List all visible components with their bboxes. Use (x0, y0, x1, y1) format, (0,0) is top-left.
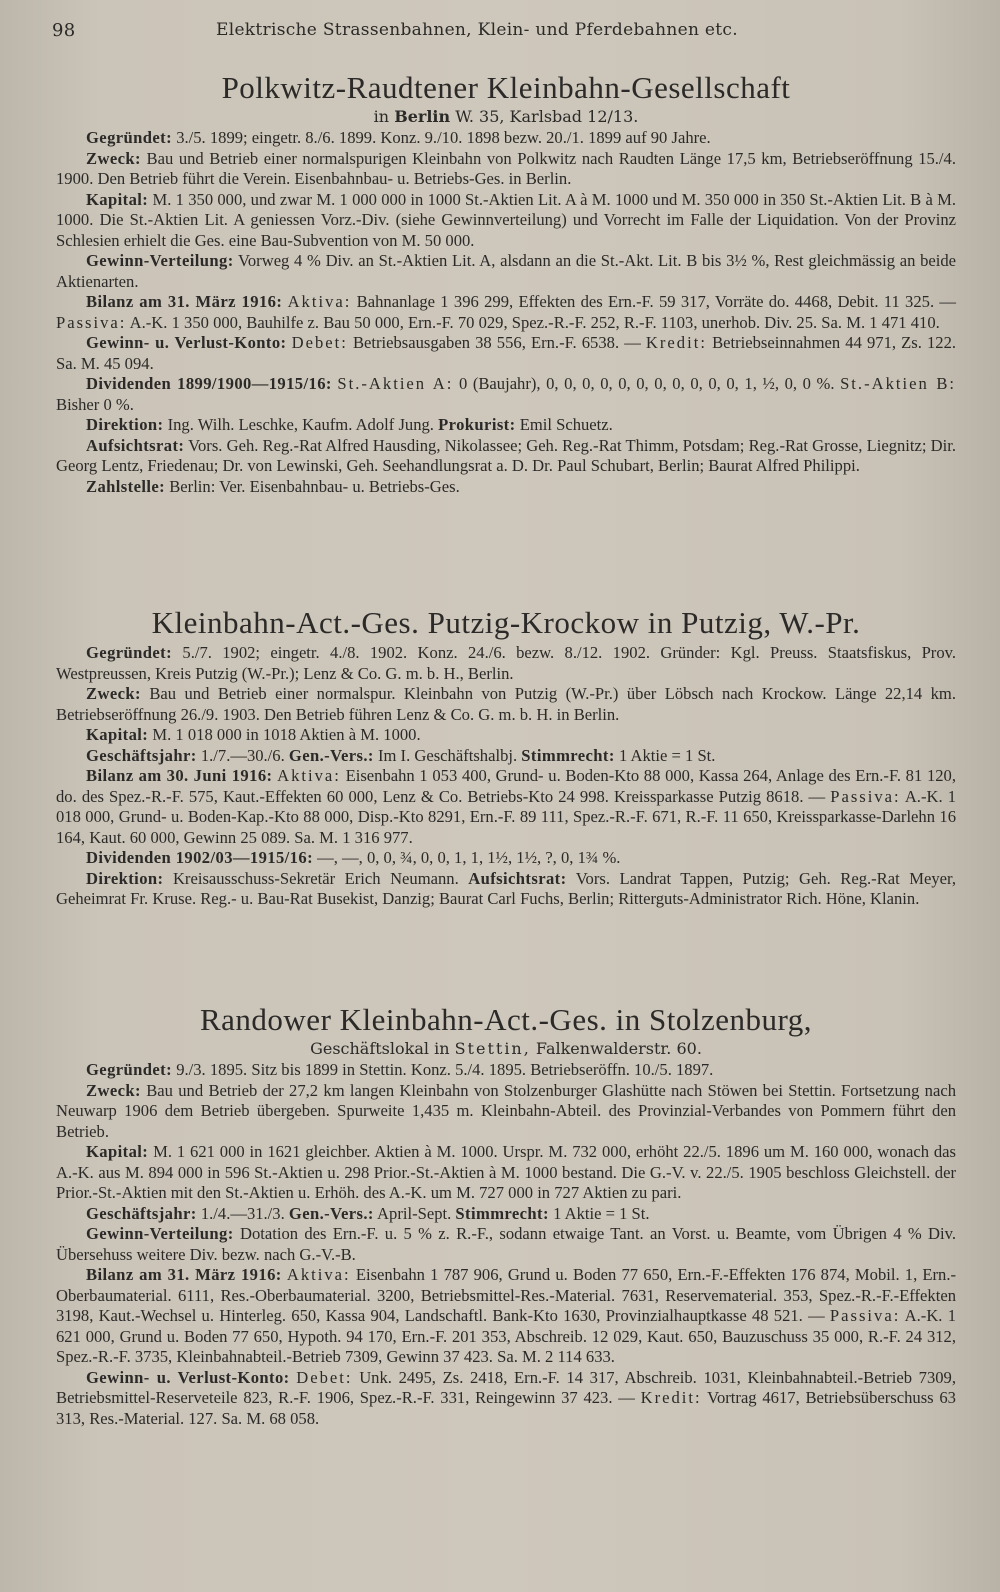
fiscal-year-paragraph: Geschäftsjahr: 1./7.—30./6. Gen.-Vers.: Im I. Geschäftshalbj. Stimmrecht: 1 Aktie = 1 St. (86, 745, 716, 765)
page-number: 98 (52, 20, 76, 41)
entry-putzig-krockow (56, 605, 956, 910)
entry-body (56, 128, 956, 497)
profit-distribution-paragraph: Gewinn-Verteilung: Vorweg 4 % Div. an St.-Aktien Lit. A, alsdann an die St.-Akt. Lit. B bis 3½ %, Rest gleichmässig an beide Aktienarten. (56, 251, 956, 291)
founded-paragraph: Gegründet: 9./3. 1895. Sitz bis 1899 in Stettin. Konz. 5./4. 1895. Betriebseröffn. 10./5. 1897. (86, 1060, 714, 1079)
entry-randower-kleinbahn (56, 1002, 956, 1429)
supervisory-board-paragraph: Aufsichtsrat: Vors. Geh. Reg.-Rat Alfred Hausding, Nikolassee; Geh. Reg.-Rat Thimm, Potsdam; Reg.-Rat Grosse, Liegnitz; Dir. Georg Lentz, Friedenau; Dr. von Lewinski, Geh. Seehandlungsrat a. D. Dr. Paul Schubart, Berlin; Baurat Alfred Philippi. (56, 435, 956, 475)
balance-paragraph: Bilanz am 31. März 1916: Aktiva: Eisenbahn 1 787 906, Grund u. Boden 77 650, Ern.-F.-Effekten 176 874, Mobil. 1, Ern.-Oberbaumaterial. 6111, Res.-Oberbaumaterial. 3200, Betriebsmittel-Res.-Material. 7631, Reservematerial. 353, Spez.-R.-F.-Effekten 3198, Kaut.-Wechsel u. Hinterleg. 650, Kassa 904, Landschaftl. Bank-Kto 1630, Provinzialhauptkasse 48 521. — Passiva: A.-K. 1 621 000, Grund u. Boden 77 650, Hypoth. 94 170, Ern.-F. 201 353, Abschreib. 12 029, Kaut. 650, Bauzuschuss 35 000, R.-F. 24 312, Spez.-R.-F. 3735, Kleinbahnabteil.-Betrieb 7309, Gewinn 37 423. Sa. M. 2 114 633. (56, 1265, 957, 1366)
management-paragraph: Direktion: Ing. Wilh. Leschke, Kaufm. Adolf Jung. Prokurist: Emil Schuetz. (86, 415, 613, 434)
purpose-paragraph: Zweck: Bau und Betrieb einer normalspurigen Kleinbahn von Polkwitz nach Raudten Länge 17,5 km, Betriebseröffnung 15./4. 1900. Den Betrieb führt die Verein. Eisenbahnbau- u. Betriebs-Ges. in Berlin. (56, 148, 956, 188)
founded-paragraph: Gegründet: 3./5. 1899; eingetr. 8./6. 1899. Konz. 9./10. 1898 bezw. 20./1. 1899 auf 90 Jahre. (86, 128, 711, 147)
profit-distribution-paragraph: Gewinn-Verteilung: Dotation des Ern.-F. u. 5 % z. R.-F., sodann etwaige Tant. an Vorst. u. Beamte, vom Übrigen 4 % Div. Übersehuss weitere Div. bezw. nach G.-V.-B. (56, 1224, 957, 1264)
page-header (52, 20, 940, 46)
entry-polkwitz-raudtener (56, 70, 956, 497)
entry-body (56, 643, 956, 910)
running-title: Elektrische Strassenbahnen, Klein- und Pferdebahnen etc. (216, 20, 738, 40)
entry-title: Kleinbahn-Act.-Ges. Putzig-Krockow in Putzig, W.-Pr. (151, 605, 861, 640)
fiscal-year-paragraph: Geschäftsjahr: 1./4.—31./3. Gen.-Vers.: April-Sept. Stimmrecht: 1 Aktie = 1 St. (86, 1203, 650, 1223)
entry-address: Geschäftslokal in Stettin, Falkenwalderstr. 60. (310, 1039, 702, 1058)
dividends-paragraph: Dividenden 1902/03—1915/16: —, —, 0, 0, ¾, 0, 0, 1, 1, 1½, 1½, ?, 0, 1¾ %. (86, 848, 621, 867)
capital-paragraph: Kapital: M. 1 621 000 in 1621 gleichber. Aktien à M. 1000. Urspr. M. 732 000, erhöht 22./5. 1896 um M. 160 000, wonach das A.-K. aus M. 894 000 in 596 St.-Aktien u. 298 Prior.-St.-Aktien à M. 1000 bestand. Die G.-V. v. 22./5. 1905 beschloss Gleichstell. der Prior.-St.-Aktien mit den St.-Aktien u. Erhöh. des A.-K. um M. 727 000 in 727 Aktien zu pari. (56, 1142, 956, 1202)
entry-address: in Berlin W. 35, Karlsbad 12/13. (373, 107, 639, 126)
paying-agent-paragraph: Zahlstelle: Berlin: Ver. Eisenbahnbau- u. Betriebs-Ges. (86, 476, 460, 496)
balance-paragraph: Bilanz am 30. Juni 1916: Aktiva: Eisenbahn 1 053 400, Grund- u. Boden-Kto 88 000, Kassa 264, Anlage des Ern.-F. 81 120, do. des Spez.-R.-F. 575, Kaut.-Effekten 60 000, Lenz & Co. Betriebs-Kto 24 998. Kreissparkasse Putzig 8618. — Passiva: A.-K. 1 018 000, Grund- u. Boden-Kap.-Kto 88 000, Disp.-Kto 8291, Ern.-F. 89 111, Spez.-R.-F. 671, R.-F. 11 650, Kreissparkasse-Darlehn 16 164, Kaut. 60 000, Gewinn 25 089. Sa. M. 1 316 977. (56, 766, 956, 847)
entry-title: Polkwitz-Raudtener Kleinbahn-Gesellschaft (221, 70, 791, 105)
founded-paragraph: Gegründet: 5./7. 1902; eingetr. 4./8. 1902. Konz. 24./6. bezw. 8./12. 1902. Gründer: Kgl. Preuss. Staatsfiskus, Prov. Westpreussen, Kreis Putzig (W.-Pr.); Lenz & Co. G. m. b. H., Berlin. (56, 643, 956, 683)
profit-loss-paragraph: Gewinn- u. Verlust-Konto: Debet: Betriebsausgaben 38 556, Ern.-F. 6538. — Kredit: Betriebseinnahmen 44 971, Zs. 122. Sa. M. 45 094. (56, 333, 957, 373)
capital-paragraph: Kapital: M. 1 018 000 in 1018 Aktien à M. 1000. (86, 725, 421, 744)
entry-title: Randower Kleinbahn-Act.-Ges. in Stolzenburg, (199, 1002, 812, 1037)
balance-paragraph: Bilanz am 31. März 1916: Aktiva: Bahnanlage 1 396 299, Effekten des Ern.-F. 59 317, Vorräte do. 4468, Debit. 11 325. — Passiva: A.-K. 1 350 000, Bauhilfe z. Bau 50 000, Ern.-F. 70 029, Spez.-R.-F. 252, R.-F. 1103, unerhob. Div. 25. Sa. M. 1 471 410. (56, 292, 956, 332)
purpose-paragraph: Zweck: Bau und Betrieb der 27,2 km langen Kleinbahn von Stolzenburger Glashütte nach Stöwen bei Stettin. Fortsetzung nach Neuwarp 1906 dem Betrieb übergeben. Spurweite 1,435 m. Kleinbahn-Abteil. des Provinzial-Verbandes von Pommern führt den Betrieb. (56, 1080, 956, 1141)
profit-loss-paragraph: Gewinn- u. Verlust-Konto: Debet: Unk. 2495, Zs. 2418, Ern.-F. 14 317, Abschreib. 1031, Kleinbahnabteil.-Betrieb 7309, Betriebsmittel-Reserveteile 823, R.-F. 1906, Spez.-R.-F. 331, Reingewinn 37 423. — Kredit: Vortrag 4617, Betriebsüberschuss 63 313, Res.-Material. 127. Sa. M. 68 058. (56, 1367, 956, 1428)
entry-body (56, 1060, 956, 1429)
management-paragraph: Direktion: Kreisausschuss-Sekretär Erich Neumann. Aufsichtsrat: Vors. Landrat Tappen, Putzig; Geh. Reg.-Rat Meyer, Geheimrat Fr. Kruse. Reg.- u. Bau-Rat Busekist, Danzig; Baurat Carl Fuchs, Berlin; Ritterguts-Administrator Rich. Höne, Klanin. (56, 868, 957, 908)
purpose-paragraph: Zweck: Bau und Betrieb einer normalspur. Kleinbahn von Putzig (W.-Pr.) über Löbsch nach Krockow. Länge 22,14 km. Betriebseröffnung 26./9. 1903. Den Betrieb führen Lenz & Co. G. m. b. H. in Berlin. (56, 684, 956, 724)
capital-paragraph: Kapital: M. 1 350 000, und zwar M. 1 000 000 in 1000 St.-Aktien Lit. A à M. 1000 und M. 350 000 in 350 St.-Aktien Lit. B à M. 1000. Die St.-Aktien Lit. A geniessen Vorz.-Div. (siehe Gewinnverteilung) und Vorrecht im Falle der Liquidation. Von der Provinz Schlesien erhielt die Ges. eine Bau-Subvention von M. 50 000. (56, 189, 957, 250)
dividends-paragraph: Dividenden 1899/1900—1915/16: St.-Aktien A: 0 (Baujahr), 0, 0, 0, 0, 0, 0, 0, 0, 0, 0, 0, 1, ½, 0, 0 %. St.-Aktien B: Bisher 0 %. (56, 374, 957, 414)
